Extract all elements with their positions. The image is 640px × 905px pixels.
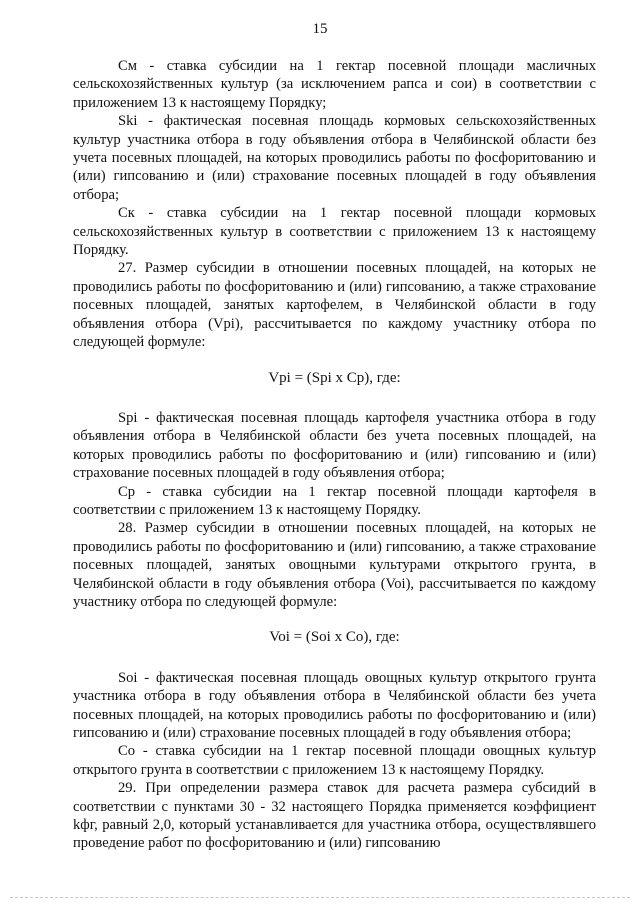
- paragraph-sk-definition: Ск - ставка субсидии на 1 гектар посевной площади кормовых сельскохозяйственных культур в соответствии с приложением 13 к настоящему Порядку.: [73, 205, 596, 259]
- paragraph-soi-definition: Soi - фактическая посевная площадь овощных культур открытого грунта участника отбора в году объявления отбора в Челябинской области без учета посевных площадей, на которых проводились работы по фосфоритованию и (или) гипсованию и (или) страхование посевных площадей в году объявления отбора;: [73, 669, 596, 741]
- paragraph-cp-definition: Ср - ставка субсидии на 1 гектар посевной площади картофеля в соответствии с приложением 13 к настоящему Порядку.: [73, 483, 596, 518]
- paragraph-spi-definition: Spi - фактическая посевная площадь картофеля участника отбора в году объявления отбора в Челябинской области без учета посевных площадей, на которых проводились работы по фосфоритованию и (или) гипсованию и (или) страхование посевных площадей в году объявления отбора;: [73, 409, 596, 482]
- paragraph-item-28: 28. Размер субсидии в отношении посевных площадей, на которых не проводились работы по фосфоритованию и (или) гипсованию, а также страхование посевных площадей, занятых овощными культурами открытого грунта, в Челябинской области в году объявления отбора (Voi), рассчитывается по каждому участнику отбора по следующей формуле:: [73, 520, 596, 610]
- paragraph-item-27: 27. Размер субсидии в отношении посевных площадей, на которых не проводились работы по фосфоритованию и (или) гипсованию, а также страхование посевных площадей, занятых картофелем, в Челябинской области в году объявления отбора (Vpi), рассчитывается по каждому участнику отбора по следующей формуле:: [73, 260, 596, 351]
- formula-voi: Voi = (Soi x Со), где:: [269, 629, 400, 646]
- paragraph-item-29: 29. При определении размера ставок для расчета размера субсидий в соответствии с пунктами 30 - 32 настоящего Порядка применяется коэффициент kфг, равный 2,0, который устанавливается для участника отбора, осуществлявшего проведение работ по фосфоритованию и (или) гипсованию: [73, 780, 596, 852]
- document-body: [73, 57, 596, 853]
- page-bottom-edge: [10, 897, 630, 898]
- paragraph-cm-definition: См - ставка субсидии на 1 гектар посевной площади масличных сельскохозяйственных культур (за исключением рапса и сои) в соответствии с приложением 13 к настоящему Порядку;: [73, 58, 596, 111]
- paragraph-ski-definition: Ski - фактическая посевная площадь кормовых сельскохозяйственных культур участника отбора в году объявления отбора в Челябинской области без учета посевных площадей, на которых проводились работы по фосфоритованию и (или) гипсованию и (или) страхование посевных площадей в году объявления отбора;: [73, 113, 596, 203]
- paragraph-co-definition: Со - ставка субсидии на 1 гектар посевной площади овощных культур открытого грунта в соответствии с приложением 13 к настоящему Порядку.: [73, 743, 596, 778]
- page-number: 15: [312, 21, 328, 37]
- formula-vpi: Vpi = (Spi x Ср), где:: [268, 369, 401, 386]
